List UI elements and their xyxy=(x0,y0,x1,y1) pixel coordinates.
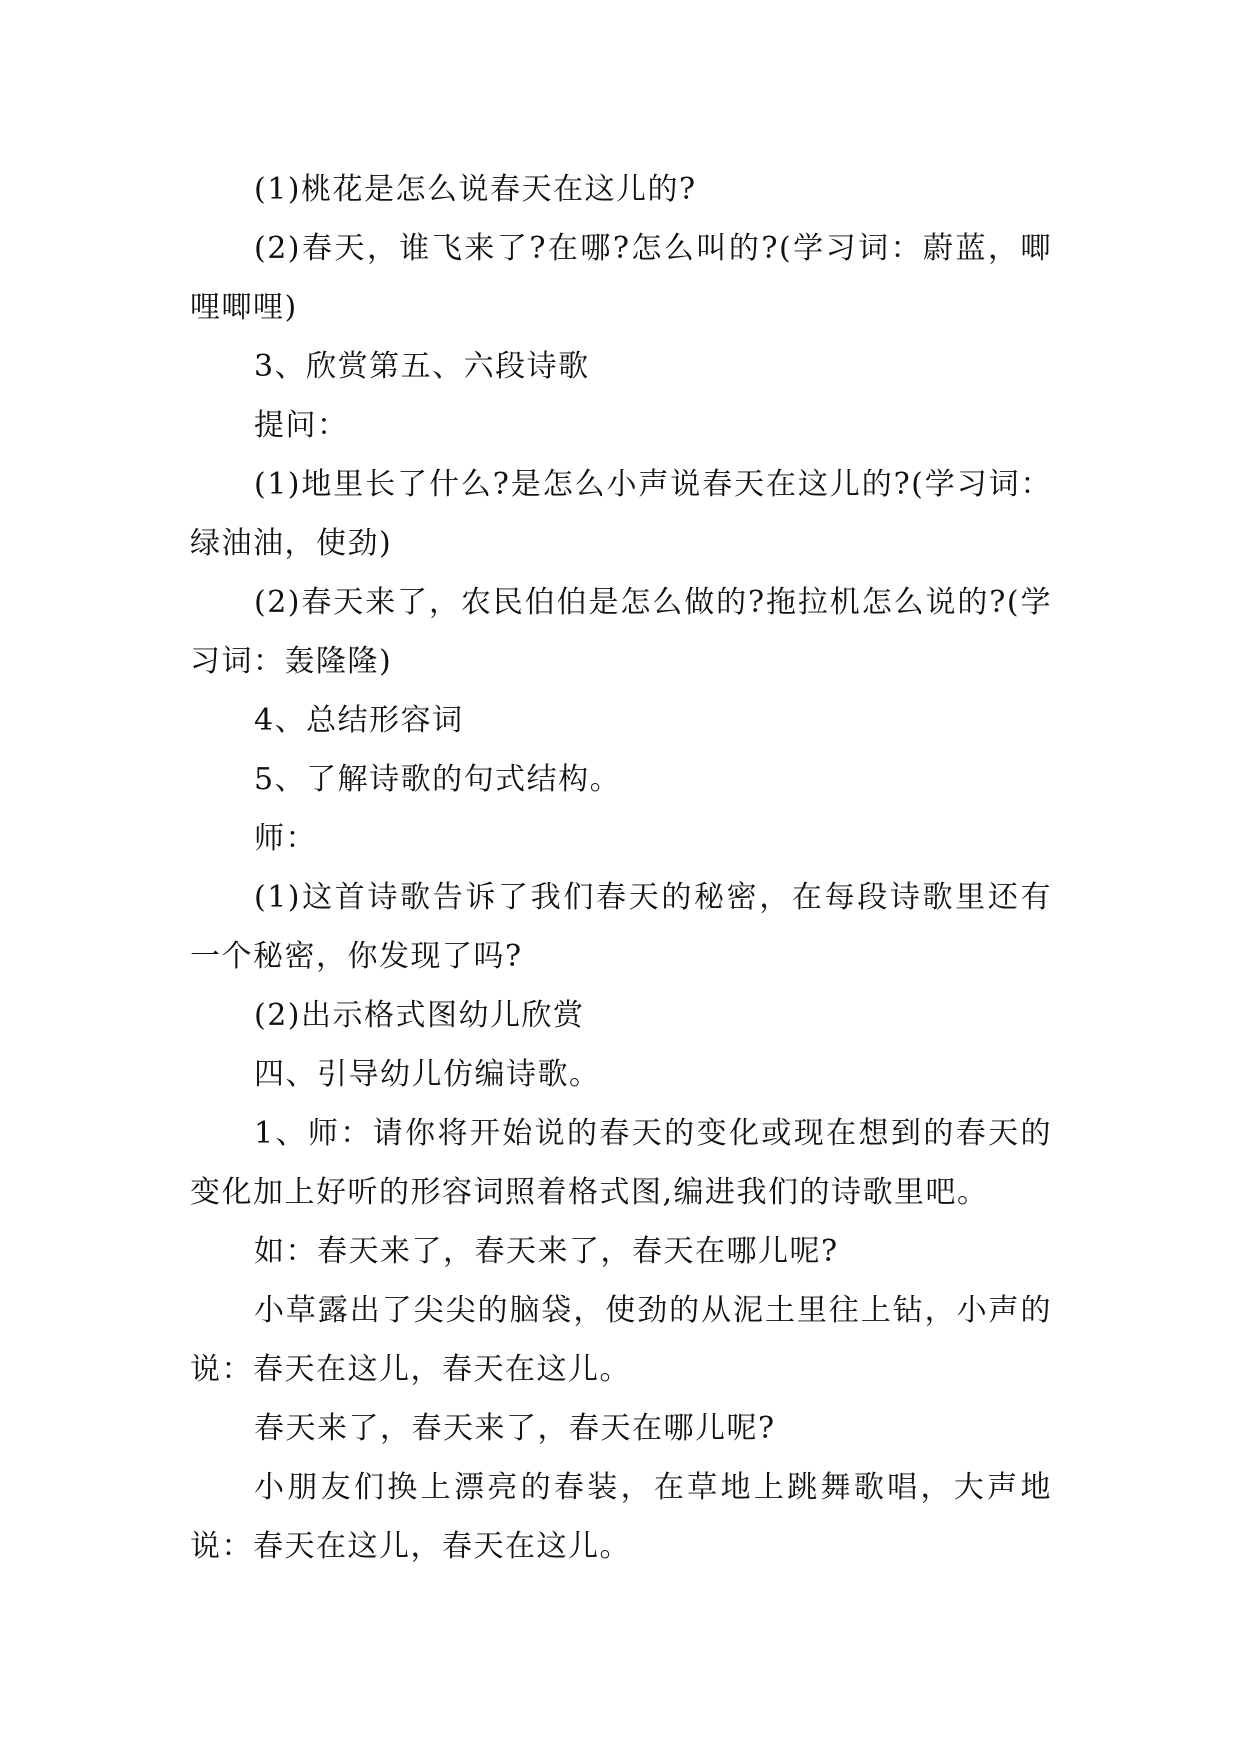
paragraph: 1、师：请你将开始说的春天的变化或现在想到的春天的变化加上好听的形容词照着格式图,编进我们的诗歌里吧。 xyxy=(190,1116,1052,1210)
paragraph: (2)春天，谁飞来了?在哪?怎么叫的?(学习词：蔚蓝，唧哩唧哩) xyxy=(190,231,1052,325)
document-body xyxy=(190,160,1052,1576)
paragraph: (1)地里长了什么?是怎么小声说春天在这儿的?(学习词：绿油油，使劲) xyxy=(190,467,1052,561)
paragraph: 小草露出了尖尖的脑袋，使劲的从泥土里往上钻，小声的说：春天在这儿，春天在这儿。 xyxy=(190,1293,1052,1387)
paragraph: 如：春天来了，春天来了，春天在哪儿呢? xyxy=(254,1234,839,1269)
paragraph: (1)桃花是怎么说春天在这儿的? xyxy=(254,172,697,207)
paragraph: 四、引导幼儿仿编诗歌。 xyxy=(254,1057,601,1092)
paragraph: 师： xyxy=(254,821,317,856)
paragraph: 小朋友们换上漂亮的春装，在草地上跳舞歌唱，大声地说：春天在这儿，春天在这儿。 xyxy=(190,1470,1052,1564)
paragraph: (2)出示格式图幼儿欣赏 xyxy=(254,998,585,1033)
paragraph: 提问： xyxy=(254,408,349,443)
paragraph: (2)春天来了，农民伯伯是怎么做的?拖拉机怎么说的?(学习词：轰隆隆) xyxy=(190,585,1052,679)
paragraph: 春天来了，春天来了，春天在哪儿呢? xyxy=(254,1411,776,1446)
paragraph: 4、总结形容词 xyxy=(254,703,464,738)
paragraph: (1)这首诗歌告诉了我们春天的秘密，在每段诗歌里还有一个秘密，你发现了吗? xyxy=(190,880,1052,974)
paragraph: 5、了解诗歌的句式结构。 xyxy=(254,762,622,797)
paragraph: 3、欣赏第五、六段诗歌 xyxy=(254,349,590,384)
